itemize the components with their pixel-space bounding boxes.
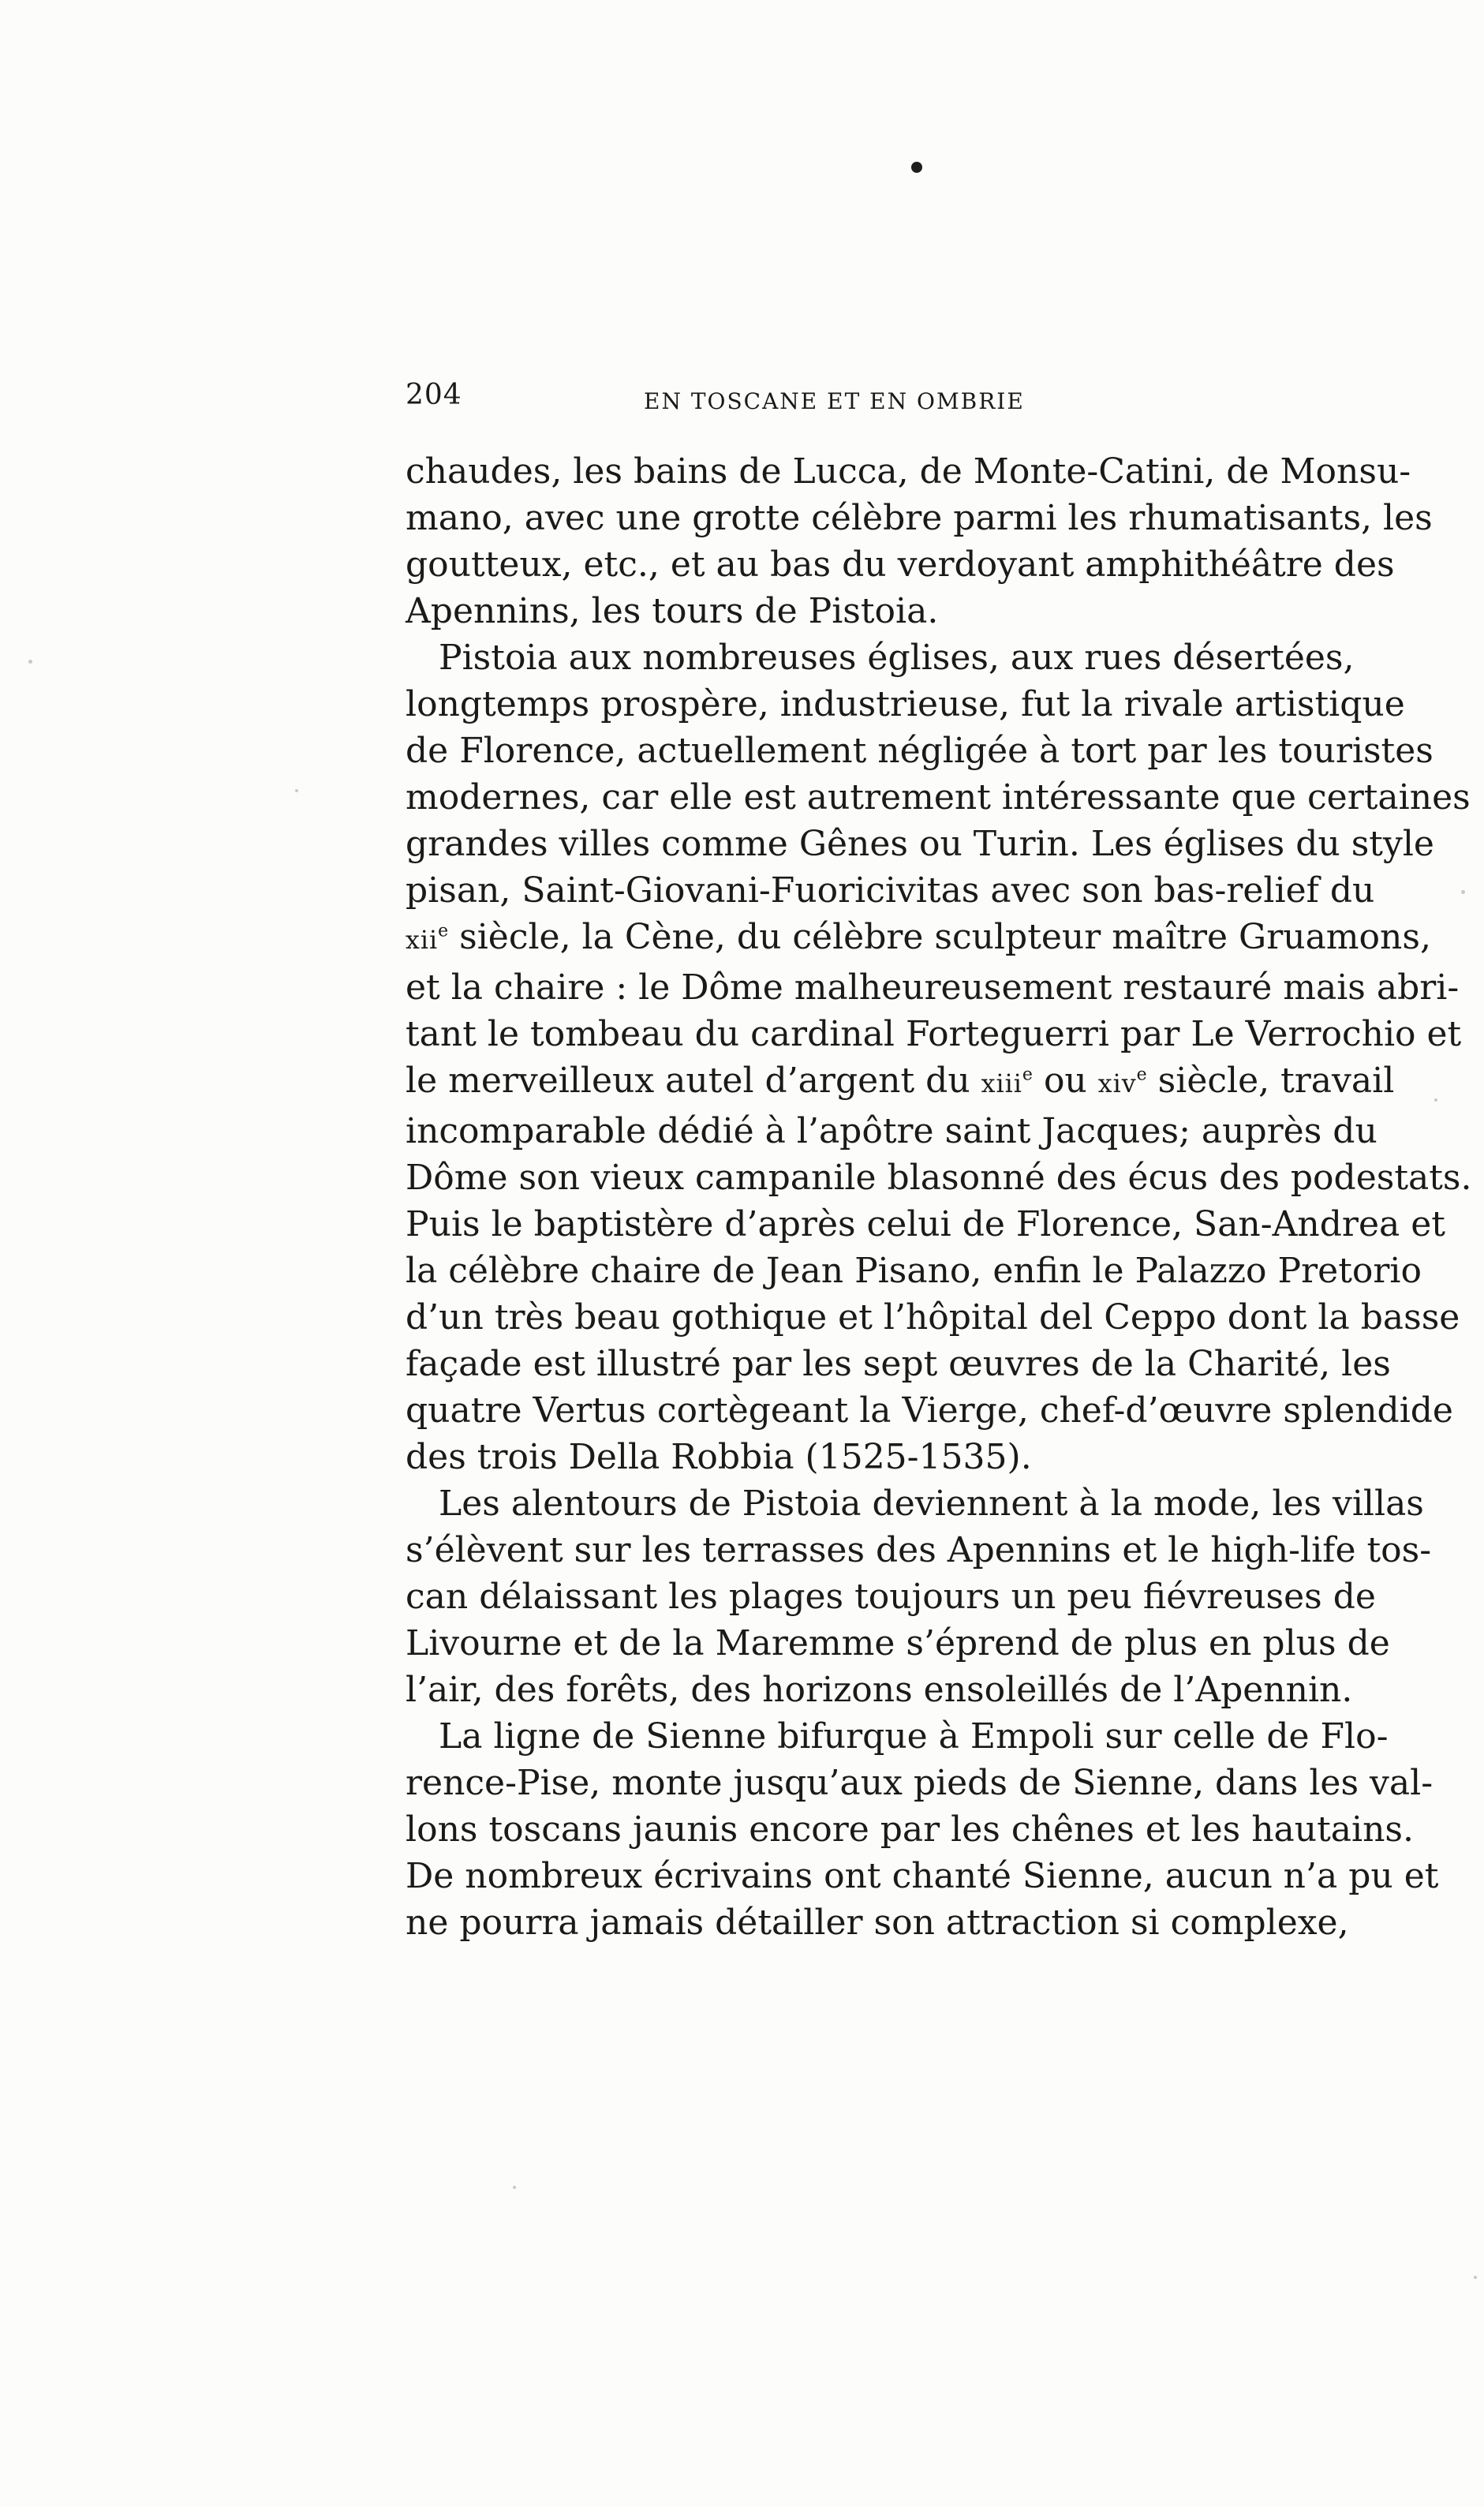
text-line: De nombreux écrivains ont chanté Sienne, aucun n’a pu et	[406, 1856, 1439, 1896]
paper-speck	[28, 660, 32, 664]
text-line: goutteux, etc., et au bas du verdoyant amphithéâtre des	[406, 544, 1395, 585]
superscript: e	[1136, 1065, 1147, 1085]
text-line: can délaissant les plages toujours un peu fiévreuses de	[406, 1577, 1376, 1617]
text-line: Apennins, les tours de Pistoia.	[406, 591, 939, 631]
paper-speck	[295, 789, 298, 792]
text-line: longtemps prospère, industrieuse, fut la rivale artistique	[406, 684, 1405, 724]
text-line: pisan, Saint-Giovani-Fuoricivitas avec son bas-relief du	[406, 870, 1375, 911]
text-line: La ligne de Sienne bifurque à Empoli sur celle de Flo-	[439, 1716, 1389, 1757]
ink-speck	[911, 162, 922, 173]
text-line: Livourne et de la Maremme s’éprend de plus en plus de	[406, 1623, 1390, 1663]
paragraph	[406, 448, 1433, 634]
text-line: lons toscans jaunis encore par les chênes et les hautains.	[406, 1809, 1414, 1850]
text-line: des trois Della Robbia (1525-1535).	[406, 1437, 1032, 1477]
paper-speck	[1434, 1098, 1437, 1102]
paragraph	[406, 1713, 1439, 1946]
text-line: Puis le baptistère d’après celui de Florence, San-Andrea et	[406, 1204, 1445, 1244]
superscript: e	[438, 921, 449, 941]
text-line: chaudes, les bains de Lucca, de Monte-Catini, de Monsu-	[406, 451, 1411, 492]
text-line: d’un très beau gothique et l’hôpital del Ceppo dont la basse	[406, 1297, 1460, 1338]
text-line: mano, avec une grotte célèbre parmi les rhumatisants, les	[406, 498, 1433, 538]
body-text	[406, 448, 1472, 1946]
text-line: Dôme son vieux campanile blasonné des écus des podestats.	[406, 1158, 1472, 1198]
paper-speck	[513, 2186, 516, 2189]
text-line: grandes villes comme Gênes ou Turin. Les églises du style	[406, 824, 1434, 864]
text-line: ne pourra jamais détailler son attraction si complexe,	[406, 1903, 1349, 1943]
line-fragment: ou	[1032, 1061, 1098, 1101]
text-line: et la chaire : le Dôme malheureusement restauré mais abri-	[406, 967, 1460, 1008]
text-line	[406, 914, 1431, 964]
text-line: tant le tombeau du cardinal Forteguerri par Le Verrochio et	[406, 1014, 1462, 1054]
superscript: e	[1022, 1065, 1033, 1085]
text-line: façade est illustré par les sept œuvres de la Charité, les	[406, 1344, 1391, 1384]
paper-speck	[1474, 2276, 1477, 2279]
line-fragment: le merveilleux autel d’argent du	[406, 1061, 981, 1101]
text-line: Les alentours de Pistoia deviennent à la mode, les villas	[439, 1484, 1424, 1524]
paper-speck	[1461, 890, 1465, 894]
text-line: quatre Vertus cortègeant la Vierge, chef-d’œuvre splendide	[406, 1390, 1453, 1431]
text-line: l’air, des forêts, des horizons ensoleillés de l’Apennin.	[406, 1670, 1353, 1710]
line-fragment: siècle, la Cène, du célèbre sculpteur maître Gruamons,	[448, 917, 1431, 957]
text-line: incomparable dédié à l’apôtre saint Jacques; auprès du	[406, 1111, 1377, 1151]
text-line: de Florence, actuellement négligée à tort par les touristes	[406, 731, 1434, 771]
paragraph	[406, 634, 1472, 1480]
roman-numeral: xii	[406, 926, 439, 955]
page-number: 204	[406, 379, 462, 411]
running-title: EN TOSCANE ET EN OMBRIE	[644, 388, 1025, 414]
roman-numeral: xiv	[1097, 1070, 1137, 1098]
text-line: rence-Pise, monte jusqu’aux pieds de Sienne, dans les val-	[406, 1763, 1434, 1803]
roman-numeral: xiii	[981, 1070, 1022, 1098]
line-fragment: siècle, travail	[1146, 1061, 1395, 1101]
text-line	[406, 1057, 1395, 1108]
paragraph	[406, 1480, 1432, 1713]
text-line: modernes, car elle est autrement intéressante que certaines	[406, 777, 1471, 818]
text-line: s’élèvent sur les terrasses des Apennins et le high-life tos-	[406, 1530, 1432, 1570]
text-line: la célèbre chaire de Jean Pisano, enfin le Palazzo Pretorio	[406, 1251, 1422, 1291]
text-line: Pistoia aux nombreuses églises, aux rues désertées,	[439, 638, 1355, 678]
